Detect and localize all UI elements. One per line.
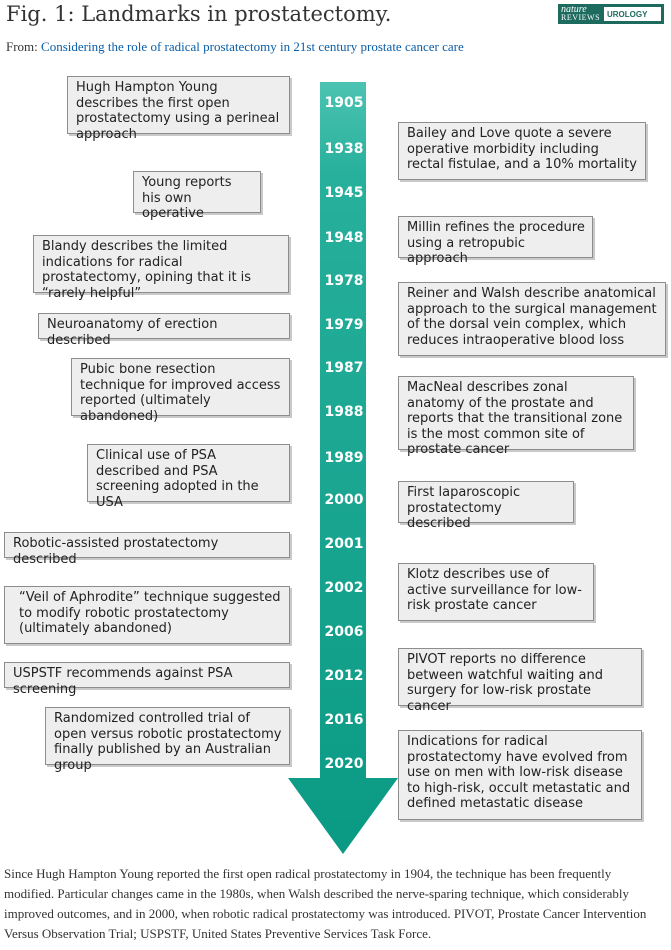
event-box-1905: Hugh Hampton Young describes the first open prostatectomy using a perineal approach — [67, 76, 290, 134]
figure-caption: Since Hugh Hampton Young reported the first open radical prostatectomy in 1904, the technique has been frequently modified. Particular changes came in the 1980s, when Walsh described the nerve-sparing technique, which considerably improved outcomes, and in 2000, when robotic radical prostatectomy was introduced. PIVOT, Prostate Cancer Intervention Versus Observation Trial; USPSTF, United States Preventive Services Task Force. — [4, 866, 647, 941]
year-label: 1989 — [324, 450, 364, 466]
event-box-2012-right: PIVOT reports no difference between watchful waiting and surgery for low-risk prostate cancer — [398, 648, 642, 706]
event-box-1945: Young reports his own operative — [133, 171, 261, 213]
year-label: 2012 — [324, 668, 364, 684]
event-box-2002: Klotz describes use of active surveillance for low-risk prostate cancer — [398, 563, 594, 621]
event-box-1978: Blandy describes the limited indications for radical prostatectomy, opining that it is “rarely helpful” — [33, 235, 289, 293]
year-label: 1948 — [324, 230, 364, 246]
year-label: 1938 — [324, 141, 364, 157]
event-box-1948: Millin refines the procedure using a retropubic approach — [398, 216, 593, 258]
article-link[interactable]: Considering the role of radical prostatectomy in 21st century prostate cancer care — [41, 39, 464, 54]
logo-reviews-text: REVIEWS — [561, 13, 601, 22]
event-box-2001: Robotic-assisted prostatectomy described — [4, 532, 290, 558]
figure-title: Fig. 1: Landmarks in prostatectomy. — [6, 2, 392, 26]
logo-nature-text: nature — [561, 4, 587, 15]
year-label: 2000 — [324, 492, 364, 508]
year-label: 1978 — [324, 273, 364, 289]
event-box-1987: Pubic bone resection technique for improved access reported (ultimately abandoned) — [71, 358, 290, 416]
year-label: 1945 — [324, 185, 364, 201]
event-box-1989: Clinical use of PSA described and PSA screening adopted in the USA — [87, 444, 290, 502]
year-label: 1905 — [324, 95, 364, 111]
event-box-1979-right: Reiner and Walsh describe anatomical approach to the surgical management of the dorsal vein complex, which reduces intraoperative blood loss — [398, 282, 666, 356]
event-box-2000: First laparoscopic prostatectomy described — [398, 481, 574, 523]
year-label: 1988 — [324, 404, 364, 420]
event-box-2020: Indications for radical prostatectomy have evolved from use on men with low-risk disease to high-risk, occult metastatic and defined metastatic disease — [398, 730, 642, 820]
year-label: 2020 — [324, 756, 364, 772]
event-box-1979: Neuroanatomy of erection described — [38, 313, 290, 339]
event-box-1938: Bailey and Love quote a severe operative morbidity including rectal fistulae, and a 10% mortality — [398, 122, 646, 180]
year-label: 2001 — [324, 536, 364, 552]
year-label: 1987 — [324, 360, 364, 376]
year-label: 2006 — [324, 624, 364, 640]
from-label: From: — [6, 39, 42, 54]
event-box-2012: USPSTF recommends against PSA screening — [4, 662, 290, 688]
year-label: 1979 — [324, 317, 364, 333]
year-label: 2016 — [324, 712, 364, 728]
event-box-2006: “Veil of Aphrodite” technique suggested to modify robotic prostatectomy (ultimately abandoned) — [4, 586, 290, 644]
logo-specialty-text: UROLOGY — [604, 7, 661, 21]
event-box-2016: Randomized controlled trial of open versus robotic prostatectomy finally published by an Australian group — [45, 707, 290, 765]
year-label: 2002 — [324, 580, 364, 596]
event-box-1988: MacNeal describes zonal anatomy of the prostate and reports that the transitional zone is the most common site of prostate cancer — [398, 376, 634, 450]
